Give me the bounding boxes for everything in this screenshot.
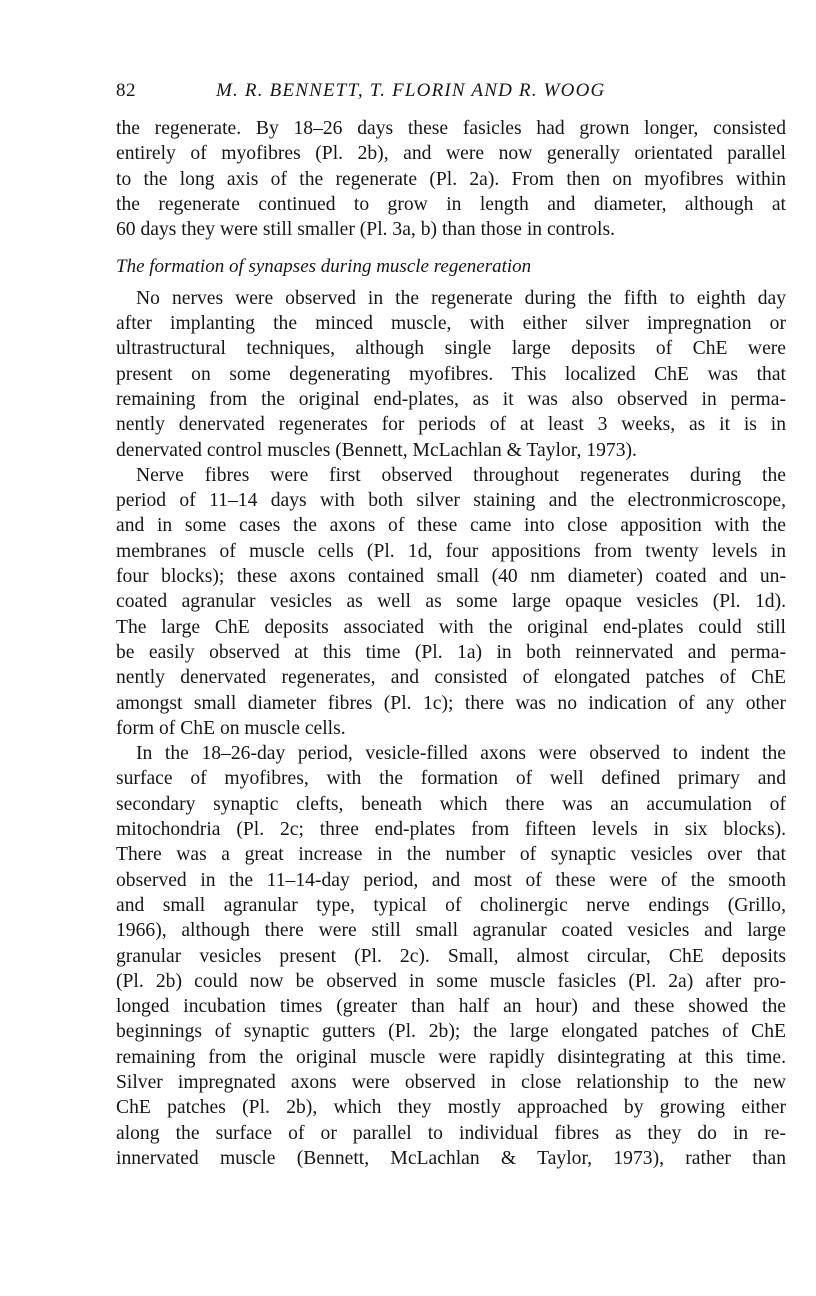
- text-line: period of 11–14 days with both silver staining and the electronmicroscope,: [116, 490, 786, 512]
- text-line: innervated muscle (Bennett, McLachlan & Taylor, 1973), rather than: [116, 1147, 786, 1169]
- text-line: Silver impregnated axons were observed in close relationship to the new: [116, 1071, 786, 1093]
- text-line: the regenerate continued to grow in length and diameter, although at: [116, 193, 786, 215]
- text-line: Nerve fibres were first observed throughout regenerates during the: [136, 464, 786, 486]
- text-line: to the long axis of the regenerate (Pl. 2a). From then on myofibres within: [116, 168, 786, 190]
- text-line: longed incubation times (greater than half an hour) and these showed the: [116, 996, 786, 1018]
- page-number: 82: [116, 80, 136, 101]
- text-line: There was a great increase in the number of synaptic vesicles over that: [116, 844, 786, 866]
- text-line: present on some degenerating myofibres. This localized ChE was that: [116, 363, 786, 385]
- paragraph: [116, 741, 786, 1171]
- article-body: [116, 116, 786, 1171]
- text-line: secondary synaptic clefts, beneath which there was an accumulation of: [116, 793, 786, 815]
- text-line: after implanting the minced muscle, with either silver impregnation or: [116, 313, 786, 335]
- text-line: the regenerate. By 18–26 days these fasicles had grown longer, consisted: [116, 118, 786, 139]
- text-line: membranes of muscle cells (Pl. 1d, four appositions from twenty levels in: [116, 540, 786, 562]
- text-line: observed in the 11–14-day period, and most of these were of the smooth: [116, 869, 786, 891]
- paragraph-continuation: [116, 116, 786, 242]
- text-line: surface of myofibres, with the formation of well defined primary and: [116, 768, 786, 790]
- text-line: ultrastructural techniques, although single large deposits of ChE were: [116, 338, 786, 360]
- text-line: coated agranular vesicles as well as some large opaque vesicles (Pl. 1d).: [116, 591, 786, 613]
- text-line: 1966), although there were still small agranular coated vesicles and large: [116, 920, 786, 942]
- text-line: granular vesicles present (Pl. 2c). Small, almost circular, ChE deposits: [116, 945, 786, 967]
- section-heading: The formation of synapses during muscle regeneration: [116, 256, 532, 278]
- text-line: (Pl. 2b) could now be observed in some muscle fasicles (Pl. 2a) after pro-: [116, 970, 786, 992]
- text-line: No nerves were observed in the regenerate during the fifth to eighth day: [136, 287, 786, 309]
- text-line: The large ChE deposits associated with the original end-plates could still: [116, 616, 786, 638]
- text-line: 60 days they were still smaller (Pl. 3a, b) than those in controls.: [116, 219, 615, 241]
- running-head-authors: M. R. BENNETT, T. FLORIN AND R. WOOG: [216, 80, 606, 101]
- text-line: along the surface of or parallel to individual fibres as they do in re-: [116, 1122, 786, 1144]
- text-line: and small agranular type, typical of cholinergic nerve endings (Grillo,: [116, 894, 786, 916]
- text-line: amongst small diameter fibres (Pl. 1c); there was no indication of any other: [116, 692, 786, 714]
- text-line: In the 18–26-day period, vesicle-filled axons were observed to indent the: [136, 743, 786, 765]
- text-line: denervated control muscles (Bennett, McLachlan & Taylor, 1973).: [116, 439, 637, 461]
- text-line: entirely of myofibres (Pl. 2b), and were now generally orientated parallel: [116, 143, 786, 165]
- page-header: [116, 80, 786, 110]
- text-line: form of ChE on muscle cells.: [116, 717, 346, 739]
- text-line: beginnings of synaptic gutters (Pl. 2b); the large elongated patches of ChE: [116, 1021, 786, 1043]
- text-line: four blocks); these axons contained small (40 nm diameter) coated and un-: [116, 566, 786, 588]
- paragraph: [116, 463, 786, 741]
- paragraph: [116, 286, 786, 463]
- text-line: mitochondria (Pl. 2c; three end-plates from fifteen levels in six blocks).: [116, 819, 786, 841]
- text-line: nently denervated regenerates for periods of at least 3 weeks, as it is in: [116, 414, 786, 436]
- text-line: and in some cases the axons of these came into close apposition with the: [116, 515, 786, 537]
- text-line: ChE patches (Pl. 2b), which they mostly approached by growing either: [116, 1097, 786, 1119]
- text-line: remaining from the original muscle were rapidly disintegrating at this time.: [116, 1046, 786, 1068]
- text-line: remaining from the original end-plates, as it was also observed in perma-: [116, 388, 786, 410]
- text-line: nently denervated regenerates, and consisted of elongated patches of ChE: [116, 667, 786, 689]
- text-line: be easily observed at this time (Pl. 1a) in both reinnervated and perma-: [116, 641, 786, 663]
